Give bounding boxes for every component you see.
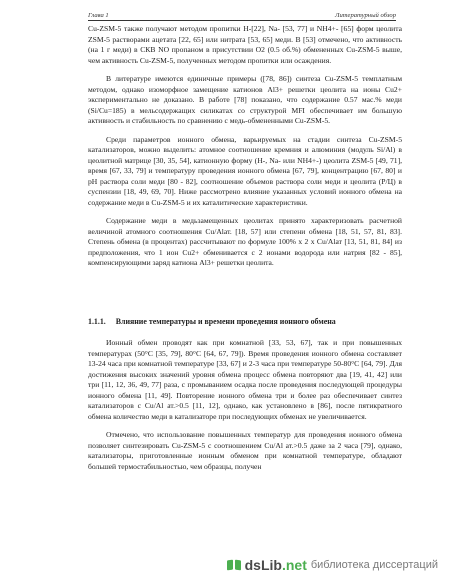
section-heading [88,317,402,326]
paragraph: Среди параметров ионного обмена, варьируемых на стадии синтеза Cu-ZSM-5 катализаторов, можно выделить: атомное соотношение кремния и алюминия (модуль Si/Al) в цеолитной матрице [30, 35, 54], катионную форму (H-, Na- или NH4+-) цеолита ZSM-5 [49, 71], время [67, 33, 79] и температуру проведения ионного обмена [67, 79], концентрацию [67, 80] и pH раствора соли меди [80 - 82], соотношение объемов раствора соли меди и цеолита (Р/Ц) в суспензии [18, 49, 69, 70]. Ниже рассмотрено влияние указанных условий ионного обмена на содержание меди в Cu-ZSM-5 и их каталитические характеристики. [88,134,402,207]
section-number: 1.1.1. [88,317,106,326]
paragraph: Отмечено, что использование повышенных температур для проведения ионного обмена позволяет синтезировать Cu-ZSM-5 с соотношением Cu/Al ат.>0.5 даже за 2 часа [79], однако, катализаторы, приготовленные ионным обменом при комнатной температуре, обладают большей термостабильностью, чем образцы, получен [88,430,402,471]
book-icon [227,559,241,571]
paragraph: Cu-ZSM-5 также получают методом пропитки H-[22], Na- [53, 77] и NH4+- [65] форм цеолита ZSM-5 растворами ацетата [22, 65] или нитрата [53, 65] меди. В [53] отмечено, что активность (на 1 г меди) в СКВ NO пропаном в присутствии O2 (0.5 об.%) обмененных Cu-ZSM-5 выше, чем активность Cu-ZSM-5, полученных методом пропитки или осаждения. [88,24,402,65]
body-text-top [88,24,402,277]
site-logo: dsLib.net [244,557,307,573]
paragraph: Ионный обмен проводят как при комнатной [33, 53, 67], так и при повышенных температурах (50°C [35, 79], 80°C [64, 67, 79]). Время проведения ионного обмена составляет 13-24 часа при комнатной температуре [33, 67] и 2-3 часа при температуре 50-80°C [64, 79]. Для достижения высоких значений уровня обмена процесс обмена повторяют два [19, 41, 42] или три [11, 12, 36, 49, 77] раза, с промыванием осадка после проведения последующей процедуры ионного обмена [11, 49]. Повторение ионного обмена три и более раз обеспечивает синтез катализаторов с Cu/Al ат.>0.5 [11, 12], однако, как установлено в [86], после пятикратного обмена количество меди в катализаторе при последующих обменах не увеличивается. [88,338,402,421]
site-watermark[interactable] [227,557,438,573]
paragraph: Содержание меди в медьзамещенных цеолитах принято характеризовать расчетной величиной атомного соотношения Cu/Alат. [18, 57] или степени обмена [18, 51, 57, 81, 83]. Степень обмена (в процентах) рассчитывают по формуле 100% x 2 x Cu/Alат [13, 51, 81, 84] из предположения, что 1 ион Cu2+ обменивается с 2 ионами водорода или натрия [82 - 85], компенсирующими заряд катиона Al3+ решетки цеолита. [88,216,402,267]
section-label: Литературный обзор [335,12,396,19]
watermark-bar [0,553,450,579]
site-tagline: библиотека диссертаций [310,559,438,571]
paragraph: В литературе имеются единичные примеры ([78, 86]) синтеза Cu-ZSM-5 темплатным методом, однако изоморфное замещение катионов Al3+ решетки цеолита на ионы Cu2+ экспериментально не доказано. В работе [78] показано, что содержание 0.57 мас.% меди (Si/Cu=185) в мельсодержащих силикатах со структурой MFI обеспечивает им большую активность и стабильность по сравнению с медь-обмененными Cu-ZSM-5. [88,74,402,125]
body-text-bottom [88,338,402,480]
section-title: Влияние температуры и времени проведения ионного обмена [115,317,336,326]
chapter-label: Глава 1 [88,12,109,19]
page-header [88,12,396,21]
